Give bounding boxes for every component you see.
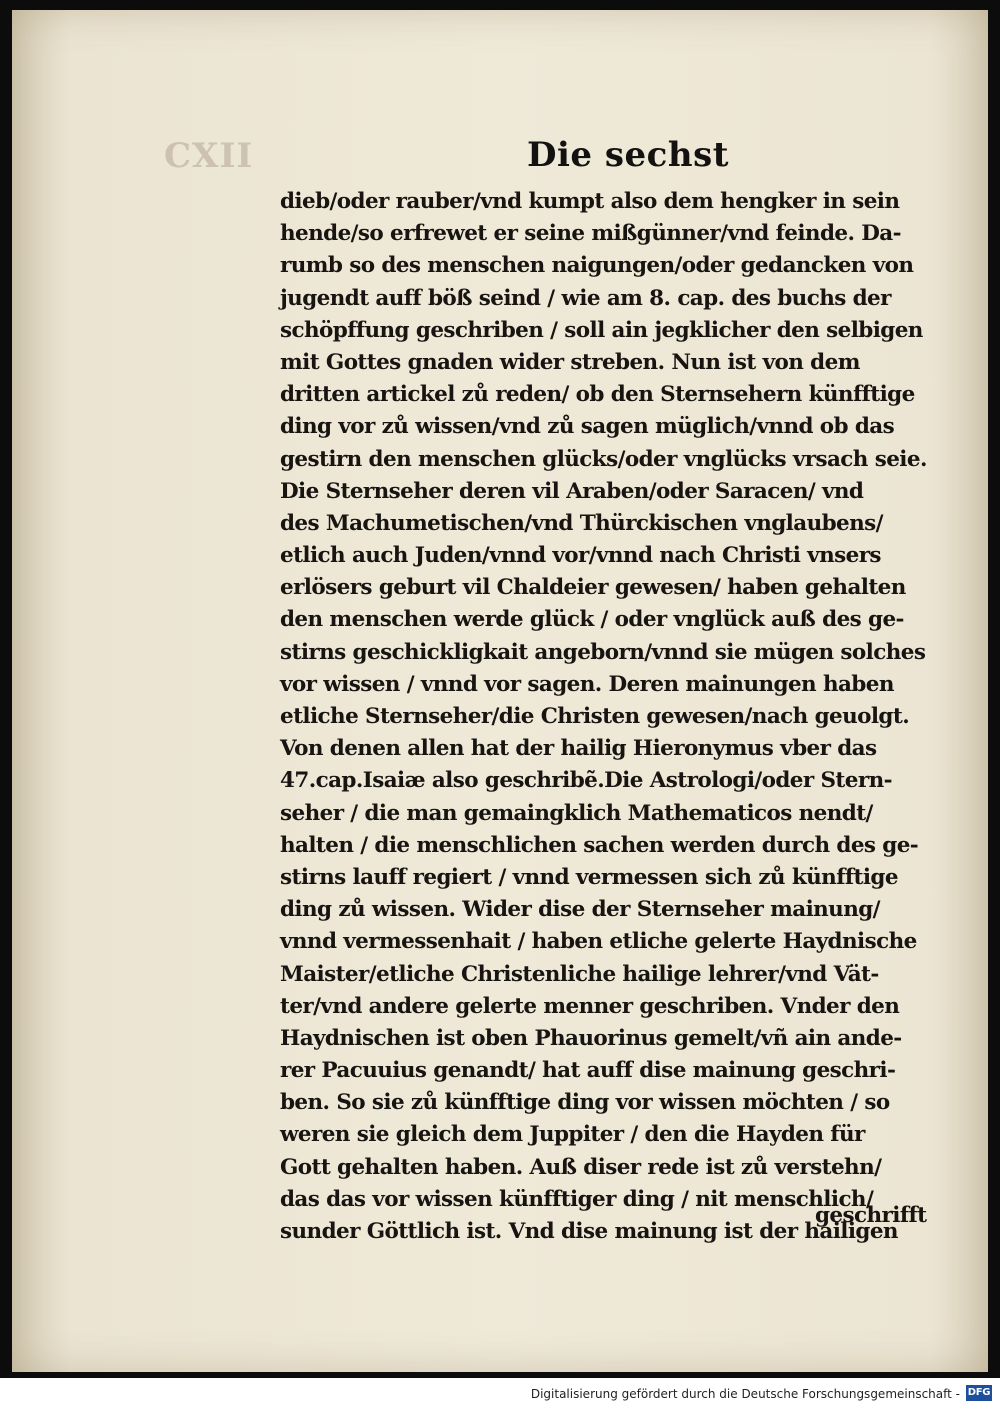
text-line: den menschen werde glück / oder vnglück auß des ge-	[280, 607, 904, 633]
text-line: mit Gottes gnaden wider streben. Nun ist von dem	[280, 349, 860, 375]
text-line: dritten artickel zů reden/ ob den Sternsehern künfftige	[280, 382, 915, 408]
text-line: stirns geschickligkait angeborn/vnnd sie mügen solches	[280, 639, 926, 665]
text-line: Haydnischen ist oben Phauorinus gemelt/vñ ain ande-	[280, 1025, 902, 1051]
text-line: stirns lauff regiert / vnnd vermessen sich zů künfftige	[280, 864, 898, 890]
text-line: ding zů wissen. Wider dise der Sternseher mainung/	[280, 897, 880, 923]
footer-credit: Digitalisierung gefördert durch die Deutsche Forschungsgemeinschaft -	[530, 1387, 960, 1401]
text-line: 47.cap.Isaiæ also geschribẽ.Die Astrologi/oder Stern-	[280, 768, 892, 794]
text-line: Die Sternseher deren vil Araben/oder Saracen/ vnd	[280, 478, 864, 504]
folio-mark: CXII	[164, 136, 254, 176]
text-line: ben. So sie zů künfftige ding vor wissen möchten / so	[280, 1090, 890, 1116]
book-page	[12, 10, 988, 1372]
text-line: etlich auch Juden/vnnd vor/vnnd nach Christi vnsers	[280, 543, 881, 569]
text-line: Maister/etliche Christenliche hailige lehrer/vnd Vät-	[280, 961, 879, 987]
text-line: etliche Sternseher/die Christen gewesen/nach geuolgt.	[280, 704, 910, 729]
text-line: jugendt auff böß seind / wie am 8. cap. des buchs der	[280, 285, 891, 311]
text-line: seher / die man gemaingklich Mathematicos nendt/	[280, 800, 873, 826]
text-line: Gott gehalten haben. Auß diser rede ist zů verstehn/	[280, 1154, 882, 1180]
text-line: rumb so des menschen naigungen/oder gedancken von	[280, 253, 914, 279]
text-line: Von denen allen hat der hailig Hieronymus vber das	[280, 736, 877, 762]
text-line: des Machumetischen/vnd Thürckischen vnglaubens/	[280, 510, 883, 536]
body-text	[280, 186, 940, 1248]
text-line: gestirn den menschen glücks/oder vnglücks vrsach seie.	[280, 446, 927, 472]
text-line: rer Pacuuius genandt/ hat auff dise mainung geschri-	[280, 1058, 896, 1084]
footer-bar	[0, 1378, 1000, 1410]
text-line: ding vor zů wissen/vnd zů sagen müglich/vnnd ob das	[280, 414, 895, 440]
text-line: schöpffung geschriben / soll ain jegklicher den selbigen	[280, 317, 923, 343]
catchword: geschrifft	[815, 1203, 927, 1228]
text-line: vnnd vermessenhait / haben etliche gelerte Haydnische	[280, 929, 917, 955]
text-line: das das vor wissen künfftiger ding / nit menschlich/	[280, 1186, 874, 1212]
text-line: ter/vnd andere gelerte menner geschriben. Vnder den	[280, 993, 900, 1019]
text-line: dieb/oder rauber/vnd kumpt also dem hengker in sein	[280, 189, 900, 214]
text-line: erlösers geburt vil Chaldeier gewesen/ haben gehalten	[280, 575, 906, 601]
running-head: Die sechst	[527, 135, 729, 175]
text-line: weren sie gleich dem Juppiter / den die Hayden für	[280, 1122, 865, 1148]
text-line: halten / die menschlichen sachen werden durch des ge-	[280, 832, 919, 858]
text-line: sunder Göttlich ist. Vnd dise mainung ist der hailigen	[280, 1219, 898, 1244]
text-line: hende/so erfrewet er seine mißgünner/vnd feinde. Da-	[280, 221, 901, 247]
text-line: vor wissen / vnnd vor sagen. Deren mainungen haben	[280, 671, 894, 697]
dfg-logo: DFG	[966, 1385, 992, 1401]
